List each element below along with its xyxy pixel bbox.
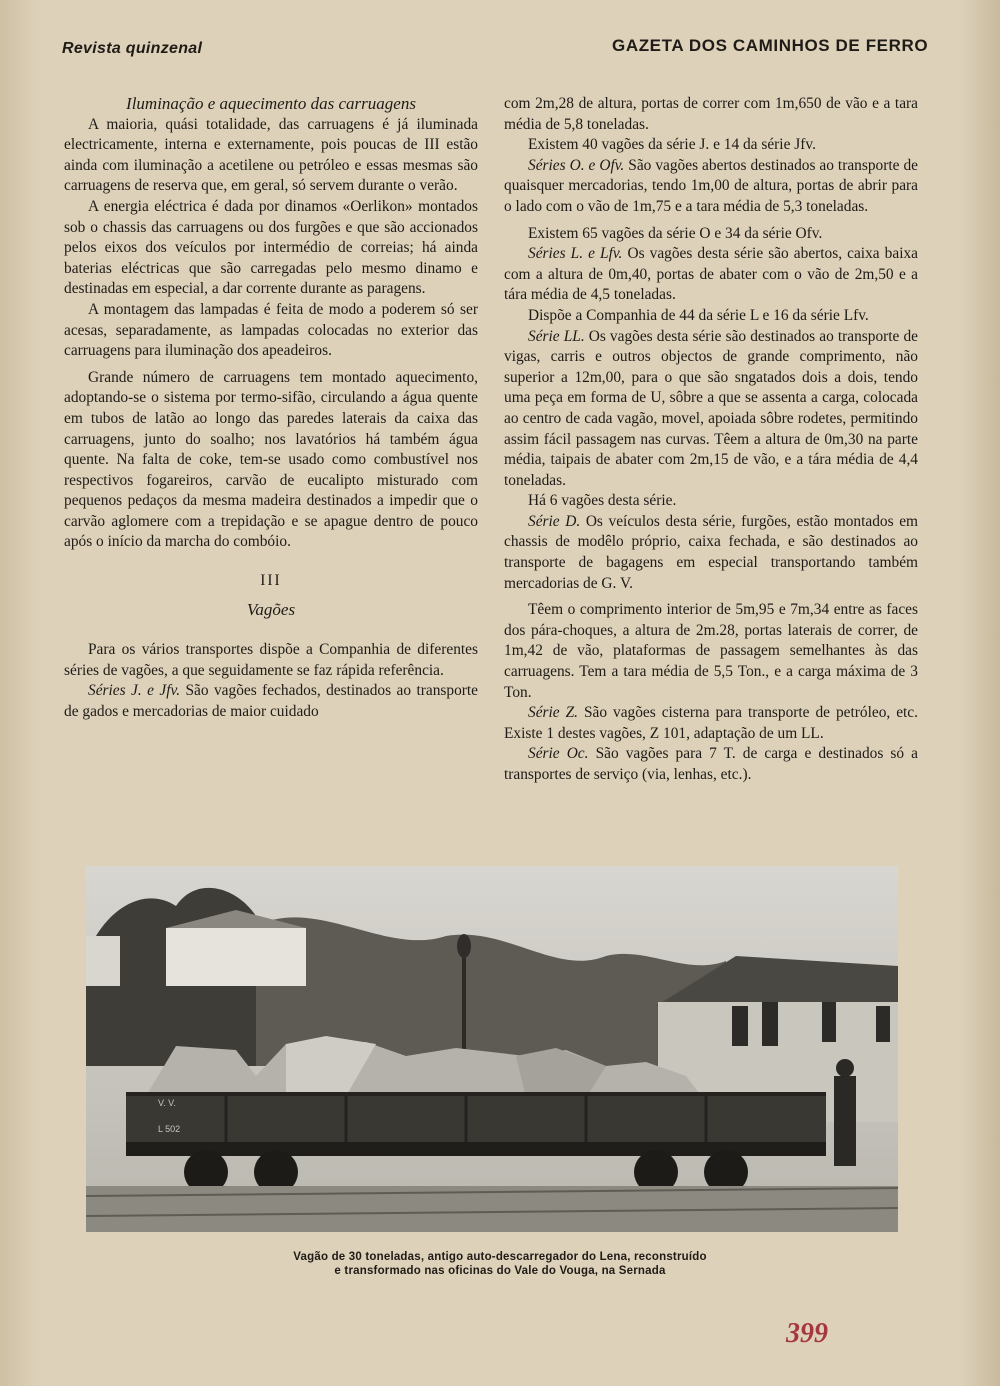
series-lead: Série Z. bbox=[528, 704, 578, 722]
paragraph-series-j bbox=[64, 681, 478, 722]
running-header-left: Revista quinzenal bbox=[62, 40, 203, 57]
series-lead: Série LL. bbox=[528, 327, 585, 345]
page-number: 399 bbox=[786, 1318, 828, 1349]
series-text: Os vagões desta série são destinados ao transporte de vigas, carris e outros objectos de grande comprimento, não superior a 12m,00, para o que são sngatados dois a dois, tendo uma peça em forma de U, sôbre a que se assenta a carga, colocada ao centro de cada vagão, movel, apoiada sôbre rodetes, permitindo assim fácil passagem nas curvas. Têem a altura de 0m,30 na parte média, taipais de abater com 2m,15 de vão, e a tára média de 4,4 toneladas. bbox=[504, 327, 918, 489]
series-text: São vagões cisterna para transporte de petróleo, etc. Existe 1 destes vagões, Z 101, adaptação de um LL. bbox=[504, 704, 918, 742]
paragraph-series-o bbox=[504, 156, 918, 218]
paragraph: A maioria, quási totalidade, das carruagens é já iluminada electricamente, interna e externamente, pois poucas de III estão ainda com iluminação a acetilene ou petróleo e essas mesmas são carruagens de reserva que, em geral, só servem durante o verão. bbox=[64, 115, 478, 195]
paragraph: Grande número de carruagens tem montado aquecimento, adoptando-se o sistema por termo-sifão, circulando a água quente em tubos de latão ao longo das paredes laterais da caixa das carruagens, junto do soalho; nos lavatórios há também água quente. Na falta de coke, tem-se usado como combustível nos respectivos fogareiros, carvão de eucalipto misturado com pequenos pedaços da mesma madeira destinados a impedir que o carvão aglomere com a trepidação e se apague dentro de pouco após o início da marcha do combóio. bbox=[64, 368, 478, 551]
series-text: São vagões fechados, destinados ao transporte de gados e mercadorias de maior cuidado bbox=[64, 682, 478, 721]
series-text: São vagões abertos destinados ao transporte de quaisquer mercadorias, tendo 1m,00 de altura, portas de abrir para o lado com o vão de 1m,75 e a tara média de 5,3 toneladas. bbox=[504, 156, 918, 215]
paragraph-series-d bbox=[504, 512, 918, 594]
series-lead: Série D. bbox=[528, 512, 581, 530]
paragraph: Existem 65 vagões da série O e 34 da série Ofv. bbox=[528, 224, 823, 242]
paragraph: A montagem das lampadas é feita de modo a poderem só ser acesas, separadamente, as lampadas colocadas no exterior das carruagens para iluminação dos apeadeiros. bbox=[64, 300, 478, 360]
paragraph: com 2m,28 de altura, portas de correr com 1m,650 de vão e a tara média de 5,8 toneladas. bbox=[504, 95, 918, 133]
series-text: Os veículos desta série, furgões, estão montados em chassis de modêlo próprio, caixa fechada, e são destinados ao transporte de bagagens em especial transportando também mercadorias de G. V. bbox=[504, 512, 918, 592]
series-lead: Séries O. e Ofv. bbox=[528, 156, 625, 174]
wagon-marking: L 502 bbox=[158, 1124, 181, 1134]
chapter-number: III bbox=[260, 572, 282, 590]
paragraph-series-z bbox=[504, 703, 918, 744]
right-column bbox=[504, 94, 918, 786]
paragraph: Para os vários transportes dispõe a Companhia de diferentes séries de vagões, a que seguidamente se faz rápida referência. bbox=[64, 641, 478, 679]
left-column bbox=[64, 94, 478, 723]
wagon-photograph bbox=[86, 866, 898, 1232]
series-text: Os vagões desta série são abertos, caixa baixa com a altura de 0m,40, portas de abater com o vão de 2m,50 e a tára média de 4,5 toneladas. bbox=[504, 245, 918, 304]
paragraph-series-ll bbox=[504, 327, 918, 492]
caption-line: e transformado nas oficinas do Vale do Vouga, na Sernada bbox=[334, 1265, 666, 1277]
paragraph: Há 6 vagões desta série. bbox=[528, 492, 677, 510]
paragraph-series-l bbox=[504, 244, 918, 306]
series-lead: Séries J. e Jfv. bbox=[88, 682, 181, 700]
running-header-right: GAZETA DOS CAMINHOS DE FERRO bbox=[612, 36, 929, 55]
subsection-title: Vagões bbox=[246, 599, 296, 619]
wagon-marking-top: V. V. bbox=[158, 1098, 176, 1108]
paragraph-series-oc bbox=[504, 744, 918, 785]
photo-caption bbox=[200, 1250, 800, 1278]
paragraph: Existem 40 vagões da série J. e 14 da série Jfv. bbox=[528, 136, 816, 154]
caption-line: Vagão de 30 toneladas, antigo auto-descarregador do Lena, reconstruído bbox=[293, 1251, 707, 1263]
paragraph: A energia eléctrica é dada por dinamos «Oerlikon» montados sob o chassis das carruagens ou dos furgões e que são accionados pelos eixos dos veículos por intermédio de correias; há ainda baterias eléctricas que são carregadas pelo mesmo dinamo e destinadas em especial, a dar corrente durante as paragens. bbox=[64, 197, 478, 298]
section-title: Iluminação e aquecimento das carruagens bbox=[126, 94, 416, 113]
wagon-photo-illustration bbox=[86, 866, 898, 1232]
paragraph: Têem o comprimento interior de 5m,95 e 7m,34 entre as faces dos pára-choques, a altura de 2m.28, portas laterais de correr, de 1m,42 de vão, plataformas de passagem semelhantes às das carruagens. Tem a tara média de 5,5 Ton., e a carga máxima de 3 Ton. bbox=[504, 601, 918, 701]
series-text: São vagões para 7 T. de carga e destinados só a transportes de serviço (via, lenhas, etc.). bbox=[504, 745, 919, 783]
paragraph: Dispõe a Companhia de 44 da série L e 16 da série Lfv. bbox=[528, 306, 869, 324]
series-lead: Série Oc. bbox=[528, 745, 589, 763]
series-lead: Séries L. e Lfv. bbox=[528, 245, 623, 263]
